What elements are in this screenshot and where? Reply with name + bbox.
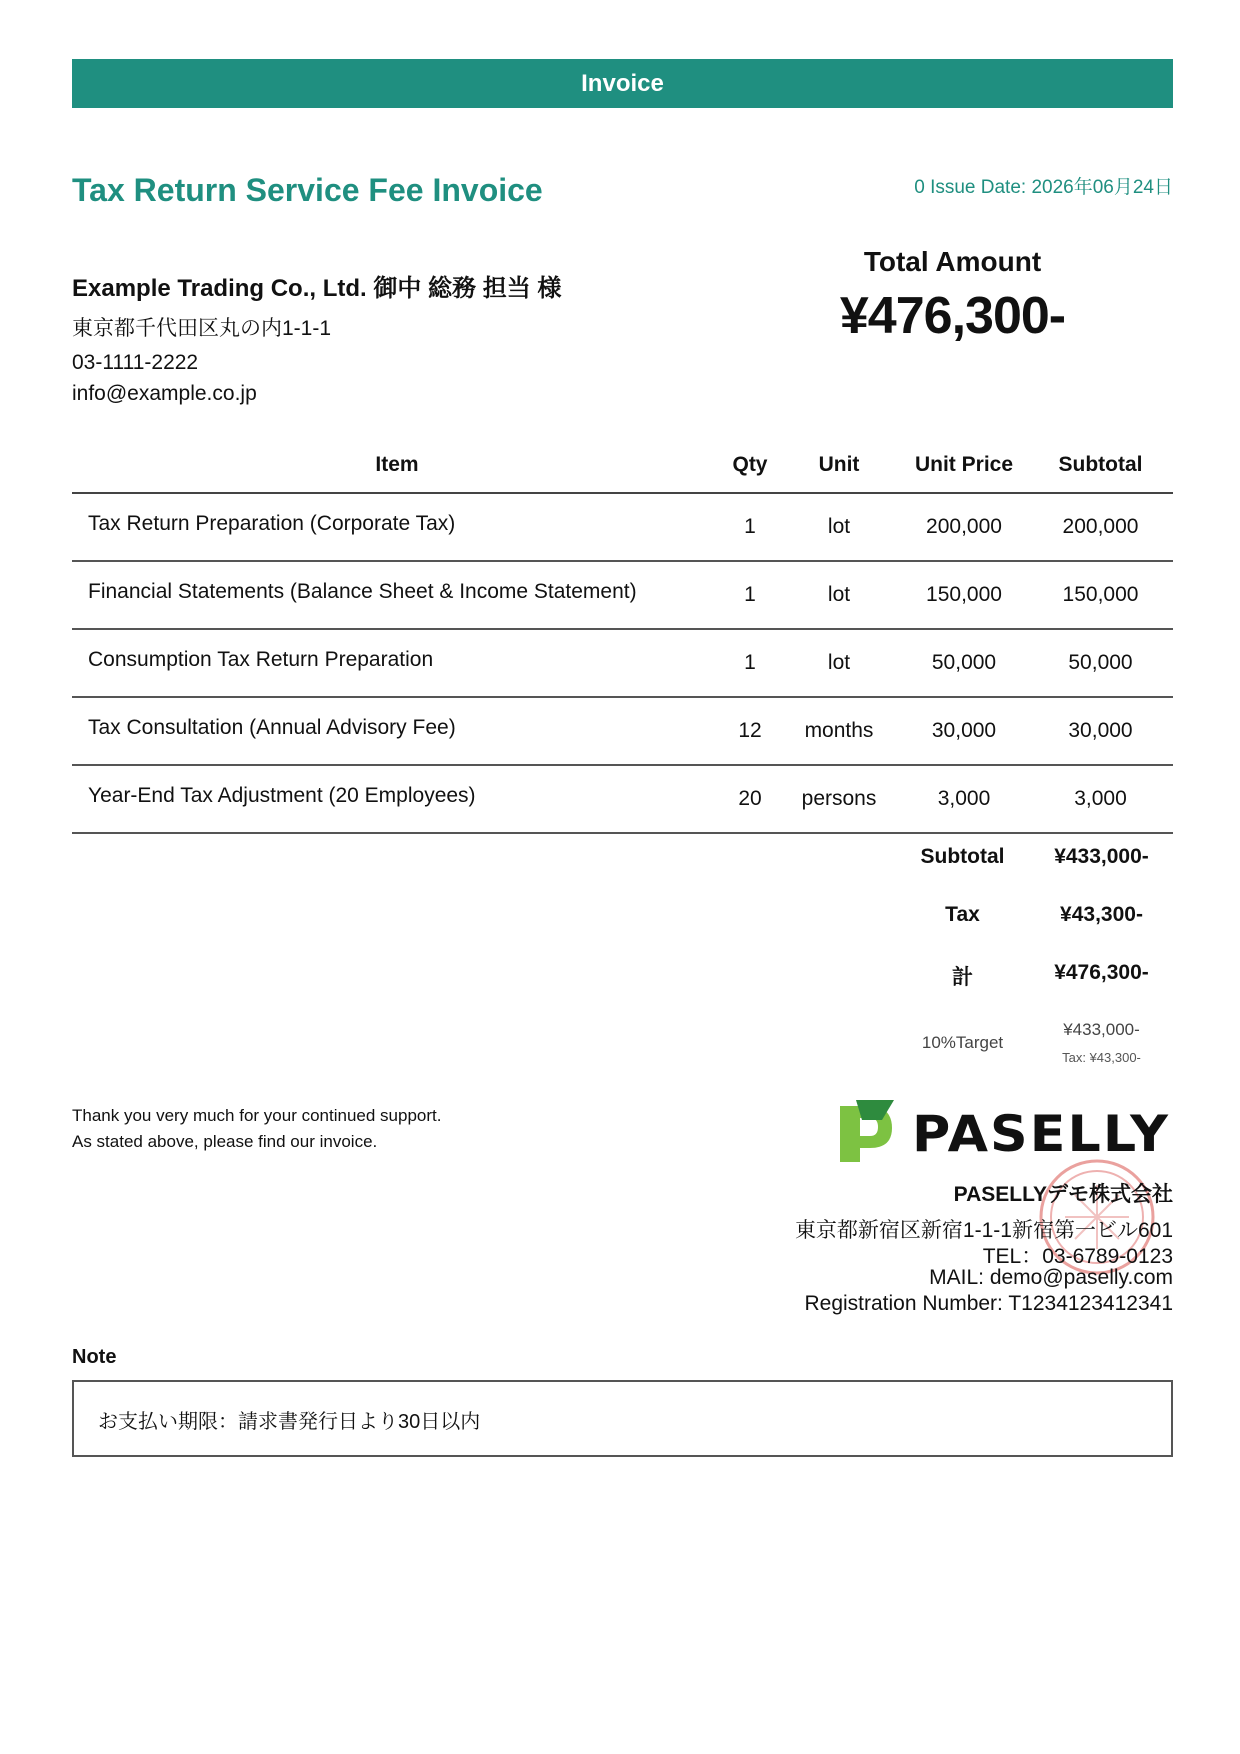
row-unit-price: 30,000	[900, 697, 1028, 765]
issue-date: 0 Issue Date: 2026年06月24日	[914, 177, 1173, 198]
row-subtotal: 50,000	[1028, 629, 1173, 697]
thanks-message-line2: As stated above, please find our invoice.	[72, 1132, 378, 1151]
total-amount-label: Total Amount	[863, 246, 1042, 277]
summary-total-label: 計	[952, 966, 973, 989]
note-heading: Note	[72, 1346, 117, 1368]
row-item: Financial Statements (Balance Sheet & Income Statement)	[72, 561, 722, 629]
header-unit-price: Unit Price	[900, 438, 1028, 493]
issuer-registration: Registration Number: T1234123412341	[804, 1292, 1173, 1315]
summary-total-value: ¥476,300-	[1054, 961, 1149, 984]
note-content: お支払い期限：請求書発行日より30日以内	[98, 1411, 481, 1433]
header-qty: Qty	[722, 438, 778, 493]
row-item: Tax Return Preparation (Corporate Tax)	[72, 493, 722, 561]
row-unit-price: 3,000	[900, 765, 1028, 833]
note-box	[72, 1380, 1173, 1457]
logo-wordmark: PASELLY	[912, 1105, 1170, 1162]
row-qty: 1	[722, 493, 778, 561]
row-qty: 1	[722, 561, 778, 629]
row-unit-price: 200,000	[900, 493, 1028, 561]
document-banner: Invoice	[72, 59, 1173, 108]
line-items-table	[72, 438, 1173, 834]
logo-mark-icon	[840, 1100, 894, 1162]
tax-rate-base: ¥433,000-	[1063, 1020, 1140, 1039]
client-address: 東京都千代田区丸の内1-1-1	[72, 317, 332, 340]
row-unit-price: 50,000	[900, 629, 1028, 697]
table-row	[72, 697, 1173, 765]
table-header-row	[72, 438, 1173, 493]
client-phone: 03-1111-2222	[72, 351, 199, 374]
thanks-message-line1: Thank you very much for your continued support.	[72, 1106, 442, 1125]
row-qty: 1	[722, 629, 778, 697]
row-unit: lot	[778, 493, 900, 561]
header-subtotal: Subtotal	[1028, 438, 1173, 493]
row-unit: lot	[778, 561, 900, 629]
issuer-address: 東京都新宿区新宿1-1-1新宿第一ビル601	[794, 1219, 1173, 1242]
row-item: Consumption Tax Return Preparation	[72, 629, 722, 697]
row-subtotal: 200,000	[1028, 493, 1173, 561]
table-row	[72, 765, 1173, 833]
row-item: Year-End Tax Adjustment (20 Employees)	[72, 765, 722, 833]
issuer-mail: MAIL: demo@paselly.com	[929, 1266, 1173, 1289]
tax-rate-tax: Tax: ¥43,300-	[1062, 1050, 1141, 1065]
summary-tax-value: ¥43,300-	[1060, 903, 1143, 926]
header-unit: Unit	[778, 438, 900, 493]
row-unit: months	[778, 697, 900, 765]
invoice-title: Tax Return Service Fee Invoice	[72, 172, 543, 208]
summary-tax-label: Tax	[945, 903, 980, 926]
row-unit-price: 150,000	[900, 561, 1028, 629]
client-name: Example Trading Co., Ltd. 御中 総務 担当 様	[72, 275, 562, 302]
row-qty: 20	[722, 765, 778, 833]
table-row	[72, 629, 1173, 697]
table-row	[72, 493, 1173, 561]
row-subtotal: 3,000	[1028, 765, 1173, 833]
row-subtotal: 150,000	[1028, 561, 1173, 629]
row-item: Tax Consultation (Annual Advisory Fee)	[72, 697, 722, 765]
total-amount-value: ¥476,300-	[839, 287, 1066, 345]
row-unit: persons	[778, 765, 900, 833]
row-qty: 12	[722, 697, 778, 765]
client-email: info@example.co.jp	[72, 382, 257, 405]
company-logo	[838, 1098, 1173, 1162]
header-item: Item	[72, 438, 722, 493]
summary-subtotal-label: Subtotal	[920, 845, 1005, 868]
tax-rate-label: 10%Target	[921, 1033, 1004, 1052]
row-subtotal: 30,000	[1028, 697, 1173, 765]
issuer-name: PASELLYデモ株式会社	[953, 1183, 1173, 1206]
row-unit: lot	[778, 629, 900, 697]
summary-subtotal-value: ¥433,000-	[1054, 845, 1149, 868]
table-row	[72, 561, 1173, 629]
issuer-tel: TEL：03-6789-0123	[982, 1245, 1173, 1268]
